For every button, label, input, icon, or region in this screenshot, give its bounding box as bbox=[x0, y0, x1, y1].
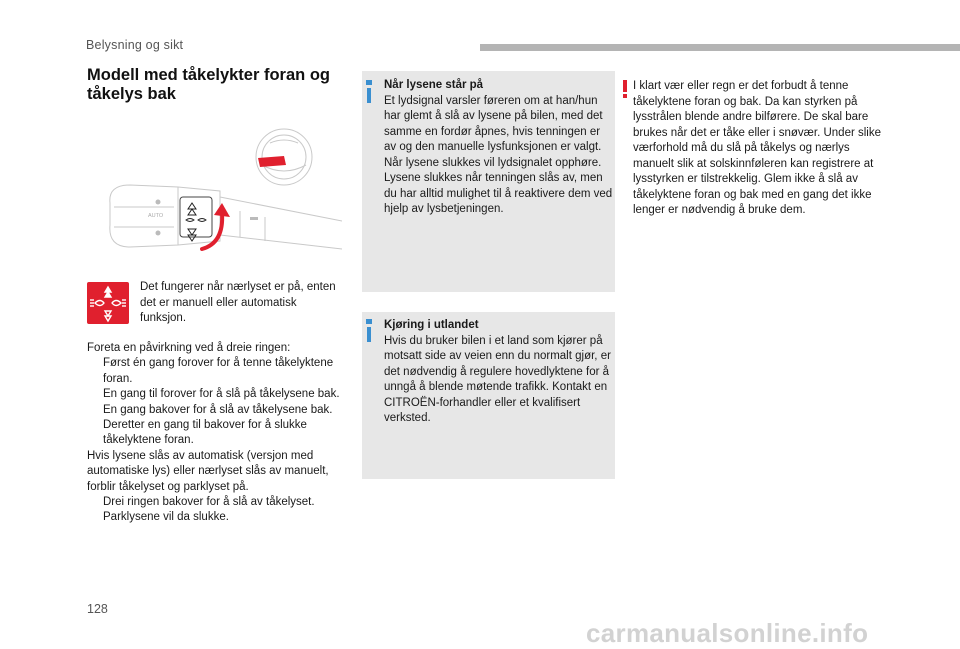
instructions-intro: Foreta en påvirkning ved å dreie ringen: bbox=[87, 342, 291, 354]
info-box-content bbox=[384, 318, 613, 427]
automatic-lights-paragraph: Hvis lysene slås av automatisk (versjon med automatiske lys) eller nærlyset slås av manuelt, forblir tåkelyset og parklyset på. bbox=[87, 449, 329, 493]
fog-light-note: Det fungerer når nærlyset er på, enten det er manuell eller automatisk funksjon. bbox=[140, 281, 336, 324]
info-box-text: Et lydsignal varsler føreren om at han/hun har glemt å slå av lysene på bilen, med det samme en fordør åpnes, hvis tenningen er av og den manuelle lysfunksjonen er valgt. Når lysene slukkes vil lydsignalet opphøre. Lysene slukkes når tenningen slås av, men du har alltid mulighet til å reaktivere dem ved hjelp av lysbetjeningen. bbox=[384, 94, 613, 215]
instruction-bullet bbox=[87, 387, 349, 402]
watermark: carmanualsonline.info bbox=[586, 618, 869, 648]
instructions bbox=[87, 341, 349, 526]
instruction-bullet bbox=[87, 495, 349, 526]
info-box-content bbox=[384, 78, 613, 218]
bullet-text: Deretter en gang til bakover for å slukke tåkelyktene foran. bbox=[103, 419, 307, 447]
stalk-body-sketch bbox=[110, 185, 342, 249]
info-icon-dot bbox=[366, 319, 372, 324]
bullet-text: Først én gang forover for å tenne tåkelyktene foran. bbox=[103, 357, 334, 385]
fog-ring-highlight bbox=[180, 197, 212, 237]
info-box-driving-abroad bbox=[362, 312, 615, 479]
page-number: 128 bbox=[87, 602, 108, 616]
fog-light-stalk-illustration bbox=[100, 125, 342, 273]
rotation-arrow-head bbox=[214, 203, 230, 217]
instruction-bullet bbox=[87, 418, 349, 449]
instruction-bullet bbox=[87, 403, 349, 418]
info-icon bbox=[367, 88, 371, 103]
info-box-heading: Når lysene står på bbox=[384, 79, 484, 91]
bullet-text: Drei ringen bakover for å slå av tåkelyset. Parklysene vil da slukke. bbox=[103, 496, 315, 524]
bullet-text: En gang bakover for å slå av tåkelysene bak. bbox=[103, 403, 333, 416]
info-box-lights-on bbox=[362, 71, 615, 292]
bullet-text: En gang til forover for å slå på tåkelysene bak. bbox=[103, 388, 340, 401]
info-box-heading: Kjøring i utlandet bbox=[384, 319, 479, 331]
header-bar bbox=[480, 44, 960, 51]
auto-label: AUTO bbox=[148, 213, 164, 219]
instruction-bullet bbox=[87, 356, 349, 387]
fog-symbol-svg bbox=[87, 282, 129, 324]
info-box-text: Hvis du bruker bilen i et land som kjører på motsatt side av veien enn du normalt gjør, er det nødvendig å regulere hovedlyktene for å unngå å blende møtende trafikk. Kontakt en CITROËN-forhandler eller et kvalifisert verksted. bbox=[384, 334, 611, 424]
fog-light-warning: I klart vær eller regn er det forbudt å tenne tåkelyktene foran og bak. Da kan styrken på lysstrålen blende andre bilførere. De skal bare brukes når det er tåke eller i snøvær. Under slike værforhold må du slå på tåkelys og nærlys manuelt slik at solskinnføleren kan registrere at lysstyrken er tilstrekkelig. Glem ikke å slå av tåkelyktene foran og bak med en gang det ikke lenger er nødvendig å bruke dem. bbox=[633, 80, 881, 216]
info-icon-dot bbox=[366, 80, 372, 85]
warning-icon bbox=[621, 80, 629, 98]
info-icon bbox=[367, 327, 371, 342]
page-title: Modell med tåkelykter foran og tåkelys bak bbox=[87, 66, 330, 103]
front-rear-fog-lights-icon bbox=[87, 282, 129, 324]
section-label: Belysning og sikt bbox=[86, 38, 184, 52]
